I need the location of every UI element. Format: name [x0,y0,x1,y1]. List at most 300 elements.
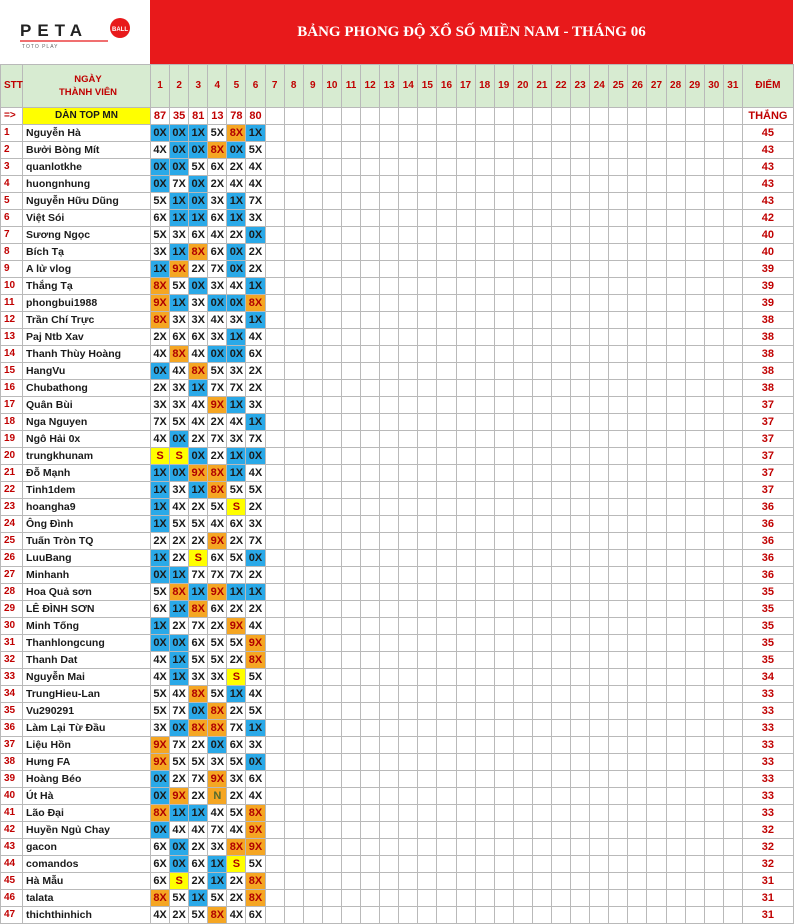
day-cell [551,703,570,720]
day-cell [723,788,742,805]
table-row [1,890,794,907]
day-cell [666,907,685,924]
day-cell [723,839,742,856]
day-cell [666,550,685,567]
day-cell: 1X [170,244,189,261]
day-cell [456,771,475,788]
day-cell [303,516,322,533]
row-stt: 25 [1,533,23,550]
day-cell [284,618,303,635]
day-cell [551,244,570,261]
member-name: Hà Mẫu [23,873,151,890]
day-cell [399,669,418,686]
day-cell [399,737,418,754]
day-cell [418,380,437,397]
member-name: Liệu Hồn [23,737,151,754]
row-stt: 15 [1,363,23,380]
day-cell [361,380,380,397]
day-cell [284,584,303,601]
table-row [1,584,794,601]
day-cell [303,380,322,397]
day-cell [341,788,360,805]
day-cell [494,618,513,635]
day-cell [303,652,322,669]
day-cell: 7X [227,567,246,584]
day-cell [590,669,609,686]
day-cell [723,805,742,822]
day-cell [609,584,628,601]
day-cell [475,312,494,329]
row-stt: 37 [1,737,23,754]
day-cell [513,754,532,771]
day-cell [437,142,456,159]
day-cell [513,142,532,159]
member-points: 39 [742,295,793,312]
day-cell [456,193,475,210]
day-cell: 0X [170,465,189,482]
day-cell [418,890,437,907]
day-cell [418,873,437,890]
row-stt: 41 [1,805,23,822]
day-cell [361,839,380,856]
day-cell [704,754,723,771]
day-cell [265,414,284,431]
day-cell [551,295,570,312]
day-cell [494,822,513,839]
day-cell [399,584,418,601]
day-cell [437,295,456,312]
day-cell: 9X [246,635,265,652]
day-cell [685,329,704,346]
day-cell [666,873,685,890]
day-cell [551,448,570,465]
day-cell [303,635,322,652]
day-cell [685,125,704,142]
day-cell: 5X [170,516,189,533]
member-points: 33 [742,771,793,788]
top-points: THẮNG [742,108,793,125]
day-cell: 2X [151,533,170,550]
day-cell: 6X [151,839,170,856]
day-cell [265,278,284,295]
day-cell [361,873,380,890]
day-cell: 4X [246,465,265,482]
day-cell: S [151,448,170,465]
day-cell [590,159,609,176]
day-cell [609,567,628,584]
member-points: 35 [742,601,793,618]
day-cell [723,329,742,346]
standings-table [0,64,794,924]
day-cell [341,414,360,431]
day-cell [551,788,570,805]
day-cell: 4X [151,346,170,363]
day-cell [685,754,704,771]
day-cell [723,210,742,227]
day-cell [666,839,685,856]
day-cell [456,754,475,771]
table-row [1,788,794,805]
day-cell [361,635,380,652]
day-cell [666,227,685,244]
day-cell [571,652,590,669]
day-cell [322,737,341,754]
member-name: Nguyễn Mai [23,669,151,686]
day-cell [704,448,723,465]
day-cell [284,397,303,414]
day-cell [456,125,475,142]
day-cell [265,329,284,346]
day-cell [551,635,570,652]
day-cell [494,771,513,788]
day-cell [475,261,494,278]
row-stt: 2 [1,142,23,159]
day-cell [437,856,456,873]
day-cell [456,363,475,380]
day-cell [322,193,341,210]
day-cell [322,261,341,278]
day-cell [456,261,475,278]
day-cell [303,720,322,737]
day-cell [380,329,399,346]
day-cell [437,873,456,890]
member-name: Vu290291 [23,703,151,720]
day-cell [704,635,723,652]
day-cell [666,669,685,686]
header-day: 29 [685,65,704,108]
day-cell [628,550,647,567]
day-cell [532,278,551,295]
top-number [590,108,609,125]
member-name: trungkhunam [23,448,151,465]
row-stt: 8 [1,244,23,261]
day-cell [723,244,742,261]
day-cell [303,227,322,244]
header-stt: STT [1,65,23,108]
day-cell: 5X [170,754,189,771]
day-cell [628,227,647,244]
day-cell [399,856,418,873]
day-cell [284,499,303,516]
day-cell [475,652,494,669]
top-number [571,108,590,125]
day-cell: 5X [246,142,265,159]
day-cell [284,125,303,142]
logo-main-text: PETA [20,21,89,40]
day-cell [265,669,284,686]
day-cell [322,414,341,431]
day-cell [284,652,303,669]
day-cell [704,397,723,414]
day-cell [303,142,322,159]
day-cell [704,210,723,227]
day-cell [361,431,380,448]
header-day: 8 [284,65,303,108]
day-cell [284,482,303,499]
day-cell [609,533,628,550]
day-cell: 0X [170,431,189,448]
header-member [23,65,151,108]
day-cell [322,788,341,805]
day-cell: 0X [189,703,208,720]
day-cell [685,397,704,414]
day-cell [456,278,475,295]
day-cell: 5X [227,754,246,771]
day-cell [475,142,494,159]
day-cell: 0X [151,771,170,788]
day-cell [571,873,590,890]
day-cell [399,414,418,431]
day-cell [590,533,609,550]
day-cell [265,601,284,618]
day-cell [551,193,570,210]
day-cell [437,448,456,465]
day-cell [666,176,685,193]
day-cell [437,890,456,907]
day-cell: 1X [170,805,189,822]
header-day: 16 [437,65,456,108]
day-cell [666,652,685,669]
day-cell [475,618,494,635]
day-cell: 0X [189,448,208,465]
header-day: 15 [418,65,437,108]
day-cell [590,635,609,652]
day-cell [380,380,399,397]
day-cell [418,754,437,771]
day-cell [361,516,380,533]
top-number [666,108,685,125]
day-cell [685,295,704,312]
day-cell: 5X [208,363,227,380]
day-cell [418,329,437,346]
day-cell: 5X [208,125,227,142]
day-cell: 2X [170,907,189,924]
day-cell [647,686,666,703]
day-cell [475,380,494,397]
member-name: thichthinhich [23,907,151,924]
day-cell: 2X [189,533,208,550]
day-cell [723,686,742,703]
day-cell: 1X [151,261,170,278]
day-cell [322,805,341,822]
day-cell [513,499,532,516]
day-cell [723,499,742,516]
header-points: ĐIỂM [742,65,793,108]
day-cell [437,193,456,210]
day-cell: 5X [151,193,170,210]
table-row [1,703,794,720]
day-cell: 6X [189,856,208,873]
day-cell [532,703,551,720]
day-cell [571,176,590,193]
day-cell [571,567,590,584]
day-cell [685,176,704,193]
day-cell [322,584,341,601]
day-cell [666,686,685,703]
table-row [1,669,794,686]
member-name: LÊ ĐÌNH SƠN [23,601,151,618]
day-cell [685,686,704,703]
day-cell [609,652,628,669]
day-cell: S [227,856,246,873]
member-name: Út Hà [23,788,151,805]
row-stt: 39 [1,771,23,788]
day-cell [494,142,513,159]
day-cell [513,686,532,703]
day-cell [341,465,360,482]
day-cell [647,295,666,312]
day-cell [418,822,437,839]
day-cell [723,176,742,193]
day-cell [284,312,303,329]
day-cell [399,278,418,295]
day-cell: 3X [151,720,170,737]
table-row [1,686,794,703]
day-cell [399,567,418,584]
row-stt: 26 [1,550,23,567]
day-cell: 1X [246,584,265,601]
day-cell [551,890,570,907]
member-points: 37 [742,414,793,431]
day-cell [380,176,399,193]
day-cell [437,618,456,635]
day-cell [380,499,399,516]
day-cell [475,754,494,771]
day-cell [571,482,590,499]
day-cell [341,601,360,618]
day-cell [704,465,723,482]
day-cell [647,329,666,346]
day-cell [571,788,590,805]
day-cell [418,142,437,159]
day-cell: 6X [227,737,246,754]
day-cell [723,584,742,601]
day-cell [628,703,647,720]
day-cell [571,244,590,261]
day-cell [532,414,551,431]
day-cell: 5X [246,482,265,499]
day-cell [628,720,647,737]
day-cell [494,465,513,482]
day-cell [590,363,609,380]
day-cell [647,142,666,159]
day-cell [590,499,609,516]
day-cell: 1X [227,465,246,482]
day-cell: 1X [151,550,170,567]
day-cell [609,278,628,295]
day-cell: 5X [170,414,189,431]
day-cell [399,193,418,210]
day-cell: N [208,788,227,805]
day-cell [666,159,685,176]
day-cell: 6X [189,635,208,652]
day-cell [494,329,513,346]
day-cell [723,227,742,244]
row-stt: 14 [1,346,23,363]
day-cell [704,533,723,550]
day-cell [399,244,418,261]
row-stt: 20 [1,448,23,465]
day-cell [704,550,723,567]
day-cell: 2X [189,788,208,805]
day-cell: 1X [189,584,208,601]
day-cell: 4X [227,176,246,193]
day-cell: 8X [227,125,246,142]
row-stt: 11 [1,295,23,312]
day-cell [704,278,723,295]
day-cell [666,890,685,907]
day-cell [609,873,628,890]
day-cell [380,516,399,533]
day-cell [322,873,341,890]
day-cell [418,601,437,618]
header-day: 3 [189,65,208,108]
day-cell [647,482,666,499]
day-cell: 8X [189,686,208,703]
day-cell [551,584,570,601]
day-cell [399,346,418,363]
day-cell [341,822,360,839]
day-cell [265,720,284,737]
day-cell [437,414,456,431]
day-cell: 4X [227,822,246,839]
day-cell [666,856,685,873]
day-cell [666,431,685,448]
day-cell [303,788,322,805]
day-cell [303,533,322,550]
table-row [1,363,794,380]
day-cell: 7X [227,720,246,737]
day-cell [265,907,284,924]
day-cell [513,261,532,278]
day-cell [437,822,456,839]
day-cell [437,329,456,346]
day-cell: 0X [189,278,208,295]
member-name: Lão Đại [23,805,151,822]
member-name: Chubathong [23,380,151,397]
day-cell [399,822,418,839]
day-cell: 2X [170,618,189,635]
day-cell [399,805,418,822]
day-cell [456,346,475,363]
header-row [1,65,794,108]
member-name: gacon [23,839,151,856]
day-cell [685,618,704,635]
top-number [704,108,723,125]
day-cell [303,329,322,346]
day-cell [571,550,590,567]
day-cell [303,159,322,176]
row-stt: 7 [1,227,23,244]
day-cell [571,193,590,210]
day-cell [399,210,418,227]
day-cell: 8X [151,805,170,822]
day-cell [456,244,475,261]
top-number [475,108,494,125]
day-cell [647,533,666,550]
day-cell [609,890,628,907]
member-points: 38 [742,346,793,363]
day-cell [647,771,666,788]
day-cell [303,771,322,788]
header-day: 30 [704,65,723,108]
day-cell [361,346,380,363]
day-cell: 2X [227,159,246,176]
day-cell [494,193,513,210]
day-cell [704,652,723,669]
day-cell: 6X [208,550,227,567]
row-stt: 45 [1,873,23,890]
